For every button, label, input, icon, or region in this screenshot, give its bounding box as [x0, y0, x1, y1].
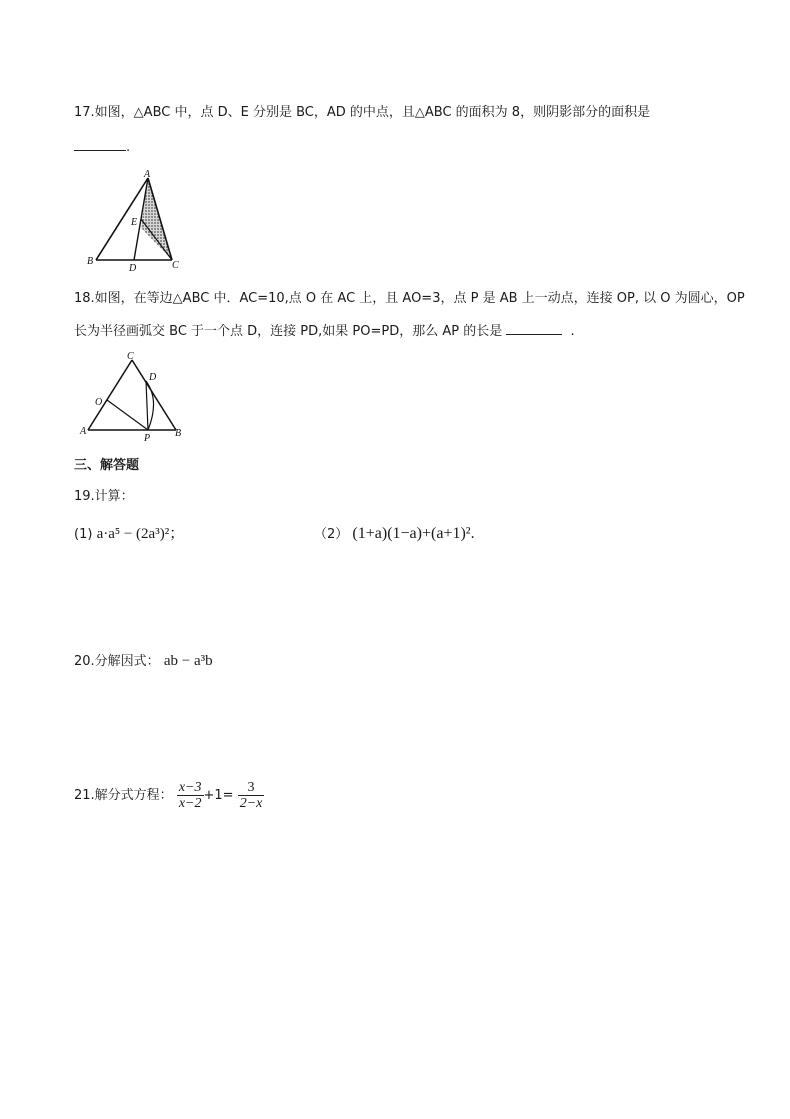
q21-rhs-fraction — [238, 780, 265, 811]
q20-label: 20.分解因式： — [74, 654, 160, 669]
q21-rhs-denominator: 2−x — [239, 796, 263, 811]
q17-label-a: A — [144, 169, 151, 180]
q17-statement: 17.如图，△ABC 中，点 D、E 分别是 BC，AD 的中点，且△ABC 的面积为 8，则阴影部分的面积是 — [74, 105, 651, 120]
q19-part1-label: (1) — [74, 527, 93, 542]
q18-label-a: A — [80, 426, 87, 437]
q18-figure — [78, 350, 188, 444]
q17-figure — [82, 168, 192, 272]
q18-label-o: O — [95, 397, 103, 408]
q18-line2 — [74, 322, 575, 341]
q17-label-b: B — [87, 256, 94, 267]
q17-answer-line — [74, 138, 130, 157]
q17-label-d: D — [129, 263, 137, 272]
q19-part1-expression: a·a⁵ − (2a³)²； — [96, 526, 185, 542]
q18-side-cb — [132, 360, 176, 430]
q17-answer-blank — [74, 138, 126, 151]
q20-expression: ab − a³b — [163, 653, 213, 669]
q18-side-ca — [88, 360, 132, 430]
q18-segment-pd — [146, 381, 148, 430]
q21-lhs-denominator: x−2 — [178, 796, 202, 811]
q19-part2 — [314, 525, 475, 544]
q21-lhs-numerator: x−3 — [178, 780, 202, 795]
q18-label-c: C — [127, 351, 134, 362]
q17-text — [74, 104, 650, 122]
q19-part1 — [74, 525, 184, 544]
q18-label-b: B — [175, 428, 182, 439]
section-heading: 三、解答题 — [74, 458, 140, 473]
q18-statement: 长为半径画弧交 BC 于一个点 D，连接 PD,如果 PO=PD，那么 AP 的长是 — [74, 324, 503, 339]
q19-part2-label: （2） — [314, 527, 349, 542]
q18-label-d: D — [149, 372, 157, 383]
q17-label-e: E — [131, 217, 138, 228]
q19-part2-expression: (1+a)(1−a)+(a+1)². — [352, 525, 475, 542]
q18-period: . — [570, 324, 575, 339]
q21 — [74, 780, 264, 812]
q21-label: 21.解分式方程： — [74, 788, 173, 803]
q17-label-c: C — [172, 260, 179, 271]
q17-side-ab — [96, 178, 148, 260]
q21-plus-one-equals: +1= — [203, 788, 234, 803]
q18-line1: 18.如图，在等边△ABC 中．AC=10,点 O 在 AC 上，且 AO=3，点 P 是 AB 上一动点，连接 OP, 以 O 为圆心，OP — [74, 291, 745, 306]
q18-answer-blank — [506, 322, 562, 335]
q17-period: . — [126, 140, 131, 155]
q19-title: 19.计算： — [74, 489, 134, 504]
q21-lhs-fraction — [177, 780, 204, 811]
q21-rhs-numerator: 3 — [238, 780, 265, 796]
q20 — [74, 652, 213, 671]
q18-segment-op — [107, 400, 148, 430]
q18-label-p: P — [144, 433, 151, 444]
